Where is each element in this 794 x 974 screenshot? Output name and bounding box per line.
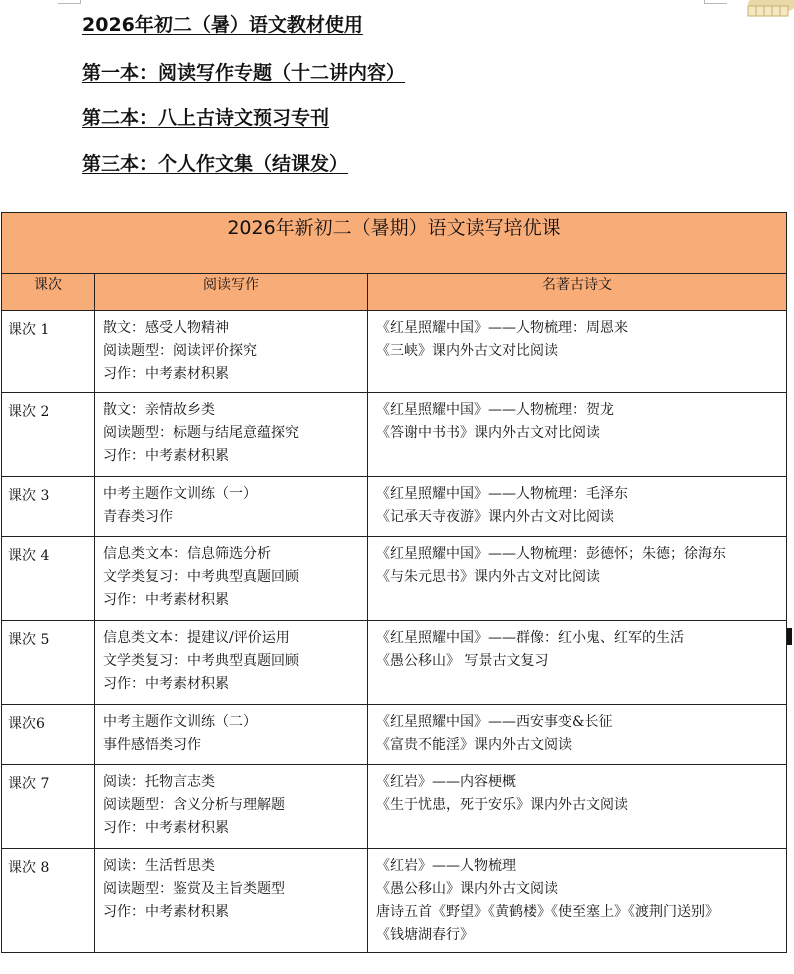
lesson-number: 课次 3 (2, 477, 95, 537)
reading-line: 散文：感受人物精神 (103, 320, 229, 336)
table-row (2, 537, 787, 621)
classics-line: 《红星照耀中国》——群像：红小鬼、红军的生活 (376, 630, 684, 646)
classics-line: 《钱塘湖春行》 (376, 927, 474, 943)
classics-line: 唐诗五首《野望》《黄鹤楼》《使至塞上》《渡荆门送别》 (376, 904, 719, 920)
course-schedule-table (1, 212, 787, 953)
lesson-number: 课次 4 (2, 537, 95, 621)
table-row (2, 477, 787, 537)
margin-mark (787, 628, 792, 645)
classics-cell (368, 393, 787, 477)
reading-line: 阅读题型：含义分析与理解题 (103, 797, 285, 813)
classics-cell (368, 765, 787, 849)
reading-writing-cell (95, 621, 368, 705)
textbook-item-1: 第一本：阅读写作专题（十二讲内容） (82, 62, 406, 84)
reading-line: 习作：中考素材积累 (103, 676, 229, 692)
reading-line: 信息类文本：提建议/评价运用 (103, 630, 290, 646)
reading-line: 信息类文本：信息筛选分析 (103, 546, 271, 562)
classics-line: 《红岩》——内容梗概 (376, 774, 516, 790)
reading-line: 习作：中考素材积累 (103, 904, 229, 920)
classics-line: 《与朱元思书》课内外古文对比阅读 (376, 569, 600, 585)
column-header-lesson: 课次 (2, 274, 95, 311)
table-header-row (2, 274, 787, 311)
classics-line: 《红星照耀中国》——人物梳理：周恩来 (376, 320, 628, 336)
classics-line: 《愚公移山》课内外古文阅读 (376, 881, 558, 897)
reading-line: 阅读题型：标题与结尾意蕴探究 (103, 425, 299, 441)
reading-line: 中考主题作文训练（二） (103, 714, 257, 730)
classics-line: 《红星照耀中国》——人物梳理：彭德怀；朱德；徐海东 (376, 546, 726, 562)
classics-line: 《三峡》课内外古文对比阅读 (376, 343, 558, 359)
table-row (2, 765, 787, 849)
crop-mark-right (704, 0, 727, 4)
table-row (2, 621, 787, 705)
lesson-number: 课次 5 (2, 621, 95, 705)
classics-cell (368, 849, 787, 953)
reading-writing-cell (95, 765, 368, 849)
reading-line: 习作：中考素材积累 (103, 592, 229, 608)
table-title-row (2, 213, 787, 274)
reading-line: 阅读题型：鉴赏及主旨类题型 (103, 881, 285, 897)
reading-line: 阅读：生活哲思类 (103, 858, 215, 874)
page-title: 2026年初二（暑）语文教材使用 (82, 14, 363, 36)
classics-line: 《红星照耀中国》——西安事变&长征 (376, 714, 613, 730)
classics-cell (368, 621, 787, 705)
reading-line: 文学类复习：中考典型真题回顾 (103, 569, 299, 585)
classics-line: 《红星照耀中国》——人物梳理：毛泽东 (376, 486, 628, 502)
reading-line: 事件感悟类习作 (103, 737, 201, 753)
column-header-reading-writing: 阅读写作 (95, 274, 368, 311)
lesson-number: 课次 1 (2, 311, 95, 393)
classics-cell (368, 537, 787, 621)
reading-line: 散文：亲情故乡类 (103, 402, 215, 418)
reading-line: 文学类复习：中考典型真题回顾 (103, 653, 299, 669)
reading-line: 习作：中考素材积累 (103, 448, 229, 464)
lesson-number: 课次6 (2, 705, 95, 765)
textbook-item-3: 第三本：个人作文集（结课发） (82, 153, 349, 175)
reading-writing-cell (95, 477, 368, 537)
reading-line: 习作：中考素材积累 (103, 820, 229, 836)
classics-line: 《答谢中书书》课内外古文对比阅读 (376, 425, 600, 441)
classics-cell (368, 705, 787, 765)
classics-line: 《记承天寺夜游》课内外古文对比阅读 (376, 509, 614, 525)
reading-line: 习作：中考素材积累 (103, 366, 229, 382)
classics-cell (368, 311, 787, 393)
classics-line: 《红星照耀中国》——人物梳理：贺龙 (376, 402, 614, 418)
reading-writing-cell (95, 537, 368, 621)
column-header-classics: 名著古诗文 (368, 274, 787, 311)
table-row (2, 849, 787, 953)
table-row (2, 311, 787, 393)
reading-line: 阅读题型：阅读评价探究 (103, 343, 257, 359)
table-title: 2026年新初二（暑期）语文读写培优课 (2, 213, 787, 274)
reading-line: 中考主题作文训练（一） (103, 486, 257, 502)
reading-writing-cell (95, 393, 368, 477)
crop-mark-left (58, 0, 81, 4)
reading-writing-cell (95, 705, 368, 765)
lesson-number: 课次 2 (2, 393, 95, 477)
reading-writing-cell (95, 849, 368, 953)
textbook-item-2: 第二本：八上古诗文预习专刊 (82, 107, 330, 129)
reading-line: 阅读：托物言志类 (103, 774, 215, 790)
classics-cell (368, 477, 787, 537)
reading-writing-cell (95, 311, 368, 393)
classics-line: 《愚公移山》 写景古文复习 (376, 653, 549, 669)
classics-line: 《生于忧患，死于安乐》课内外古文阅读 (376, 797, 628, 813)
logo-icon (742, 0, 794, 18)
table-row (2, 393, 787, 477)
lesson-number: 课次 7 (2, 765, 95, 849)
reading-line: 青春类习作 (103, 509, 173, 525)
classics-line: 《红岩》——人物梳理 (376, 858, 516, 874)
table-row (2, 705, 787, 765)
lesson-number: 课次 8 (2, 849, 95, 953)
classics-line: 《富贵不能淫》课内外古文阅读 (376, 737, 572, 753)
